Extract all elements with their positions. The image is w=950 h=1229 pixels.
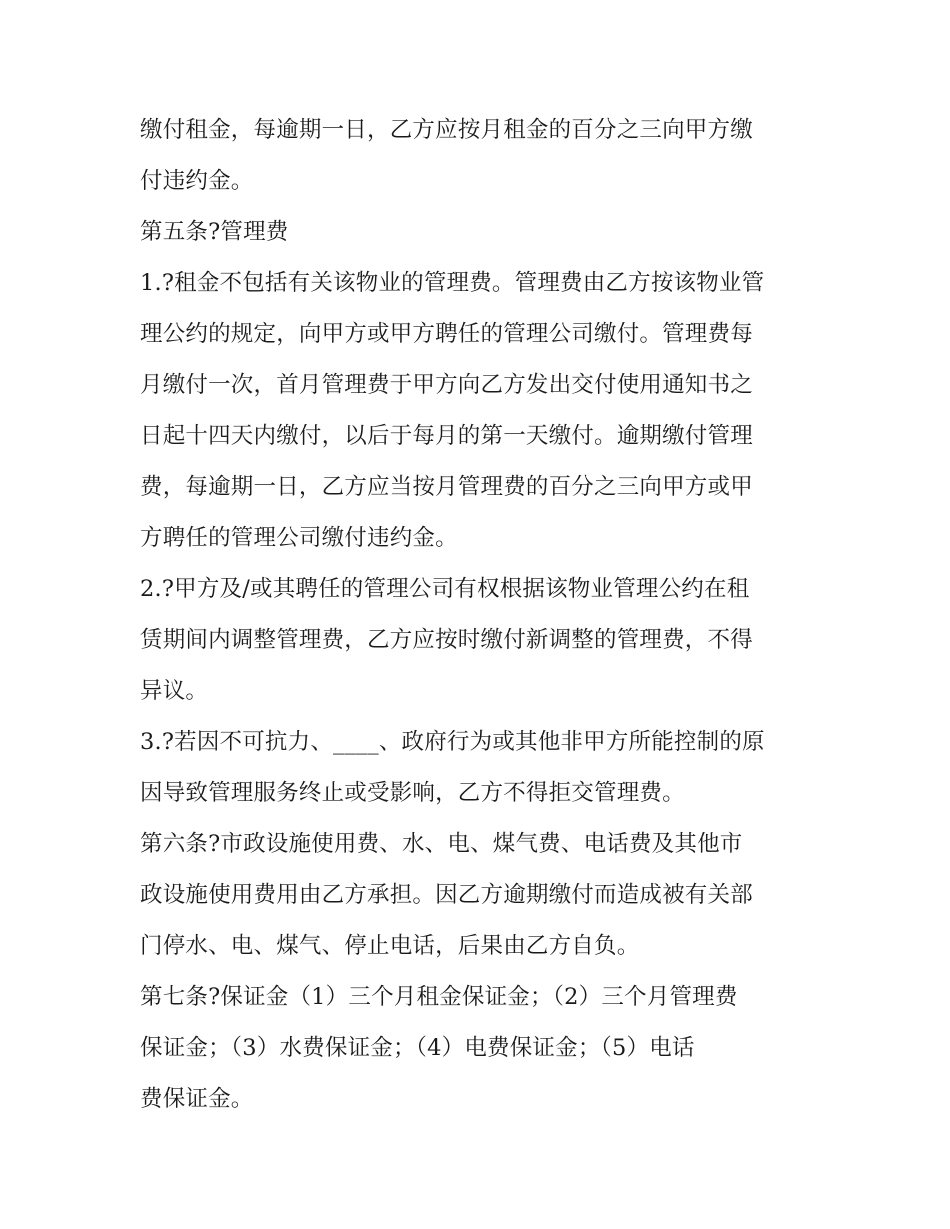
text-line: 付违约金。 (140, 168, 254, 194)
text-line: 第六条?市政设施使用费、水、电、煤气费、电话费及其他市 (140, 831, 743, 857)
text-line: 月缴付一次，首月管理费于甲方向乙方发出交付使用通知书之 (140, 372, 753, 398)
text-line: 赁期间内调整管理费，乙方应按时缴付新调整的管理费，不得 (140, 627, 753, 653)
text-line: 2.?甲方及/或其聘任的管理公司有权根据该物业管理公约在租 (140, 576, 750, 602)
text-line: 费保证金。 (140, 1086, 254, 1112)
text-line: 门停水、电、煤气、停止电话，后果由乙方自负。 (140, 933, 640, 959)
section-heading: 第五条?管理费 (140, 219, 289, 245)
text-line: 异议。 (140, 678, 209, 704)
text-line: 第七条?保证金（1）三个月租金保证金；（2）三个月管理费 (140, 984, 738, 1010)
text-line: 政设施使用费用由乙方承担。因乙方逾期缴付而造成被有关部 (140, 882, 753, 908)
document-body (140, 105, 820, 1125)
text-line: 缴付租金，每逾期一日，乙方应按月租金的百分之三向甲方缴 (140, 117, 753, 143)
text-line: 费，每逾期一日，乙方应当按月管理费的百分之三向甲方或甲 (140, 474, 753, 500)
text-line: 日起十四天内缴付，以后于每月的第一天缴付。逾期缴付管理 (140, 423, 753, 449)
text-line: 方聘任的管理公司缴付违约金。 (140, 525, 458, 551)
text-line: 保证金；（3）水费保证金；（4）电费保证金；（5）电话 (140, 1035, 695, 1061)
text-line: 理公约的规定，向甲方或甲方聘任的管理公司缴付。管理费每 (140, 321, 753, 347)
text-line: 因导致管理服务终止或受影响，乙方不得拒交管理费。 (140, 780, 685, 806)
text-line: 1.?租金不包括有关该物业的管理费。管理费由乙方按该物业管 (140, 270, 765, 296)
text-line: 3.?若因不可抗力、____、政府行为或其他非甲方所能控制的原 (140, 729, 765, 755)
